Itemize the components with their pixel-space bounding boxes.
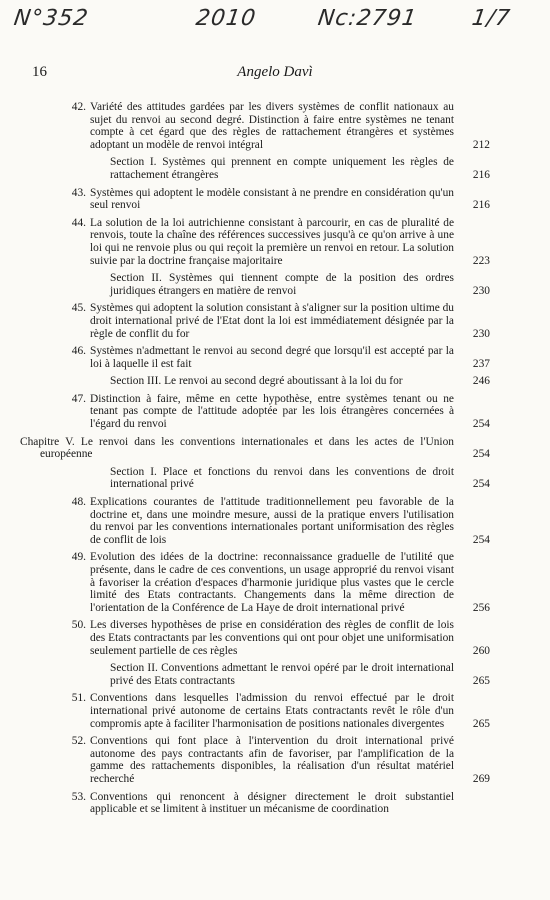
entry-number: 46.: [71, 345, 86, 358]
table-of-contents: [20, 101, 490, 821]
page-ref: 237: [472, 357, 490, 370]
page-ref: 246: [472, 375, 490, 388]
entry-text: La solution de la loi autrichienne consistant à parcourir, en cas de pluralité de renvois, toute la chaîne des références successives jusqu'à ce qu'on arrive à une loi qui ne renvoie plus ou qui reçoit la première un renvoi en retour. La solution suivie par la doctrine française majoritaire: [90, 216, 454, 267]
entry-number: 51.: [71, 692, 86, 705]
toc-entry: [50, 791, 490, 816]
toc-section: [50, 156, 490, 181]
page-ref: 265: [472, 717, 490, 730]
entry-text: Variété des attitudes gardées par les divers systèmes de conflit nationaux au sujet du renvoi au second degré. Distinction à faire entre systèmes ne tenant compte à cet égard que des règles de rattachement étrangères et systèmes adoptant un modèle de renvoi intégral: [90, 101, 454, 151]
entry-number: 48.: [71, 496, 86, 509]
entry-text: Conventions dans lesquelles l'admission du renvoi effectué par le droit international privé autonome de certains Etats contractants revêt le rôle d'un compromis apte à faciliter l'harmonisation de positions nationales divergentes: [90, 692, 454, 730]
entry-number: 47.: [71, 392, 86, 405]
handwritten-number: N°352: [12, 6, 91, 31]
page-ref: 254: [472, 533, 490, 546]
page-number: 16: [32, 64, 47, 80]
entry-text: Evolution des idées de la doctrine: reconnaissance graduelle de l'utilité que présente, dans le cadre de ces conventions, un usage approprié du renvoi visant à favoriser la création d'espaces d'harmonie juridique plus vastes que le cercle limité des Etats contractants. Changements dans la même direction de l'orientation de la Conférence de La Haye de droit international privé: [90, 551, 454, 614]
page-ref: 260: [472, 644, 490, 657]
section-title: Section II. Systèmes qui tiennent compte de la position des ordres juridiques étrangers en matière de renvoi: [110, 272, 454, 297]
page-ref: 254: [472, 418, 490, 431]
toc-entry: [50, 735, 490, 785]
entry-text: Systèmes qui adoptent le modèle consistant à ne prendre en considération qu'un seul renvoi: [90, 186, 454, 212]
toc-section: [50, 272, 490, 297]
toc-entry: [50, 302, 490, 340]
toc-section: [50, 375, 490, 388]
section-title: Section III. Le renvoi au second degré aboutissant à la loi du for: [110, 375, 403, 388]
section-title: Section I. Place et fonctions du renvoi dans les conventions de droit international privé: [110, 465, 454, 491]
entry-number: 50.: [71, 619, 86, 632]
toc-entry: [50, 217, 490, 267]
toc-entry: [50, 101, 490, 151]
toc-chapter: [20, 436, 490, 461]
entry-number: 45.: [71, 302, 86, 315]
entry-text: Explications courantes de l'attitude traditionnellement peu favorable de la doctrine et, dans une moindre mesure, aussi de la pratique envers l'utilisation du renvoi par les conventions internationales portant uniformisation des règles de conflit de lois: [90, 496, 454, 546]
toc-entry: [50, 619, 490, 657]
entry-number: 52.: [71, 735, 86, 748]
entry-number: 53.: [71, 790, 86, 803]
toc-entry: [50, 692, 490, 730]
toc-entry: [50, 551, 490, 614]
running-head: Angelo Davì: [237, 64, 313, 80]
entry-number: 49.: [71, 551, 86, 564]
page-header: [32, 64, 518, 84]
toc-entry: [50, 187, 490, 212]
toc-entry: [50, 393, 490, 431]
page-ref: 256: [472, 601, 490, 614]
toc-section: [50, 466, 490, 491]
page-ref: 254: [472, 448, 490, 461]
page-ref: 216: [472, 168, 490, 181]
page-ref: 230: [472, 327, 490, 340]
handwritten-year: 2010: [194, 6, 258, 31]
page-ref: 212: [472, 138, 490, 151]
entry-number: 43.: [71, 186, 86, 199]
chapter-title: Chapitre V. Le renvoi dans les conventions internationales et dans les actes de l'Union européenne: [20, 435, 454, 461]
toc-entry: [50, 496, 490, 546]
page-ref: 269: [472, 772, 490, 785]
page-ref: 216: [472, 199, 490, 212]
toc-section: [50, 662, 490, 687]
entry-text: Distinction à faire, même en cette hypothèse, entre systèmes tenant ou ne tenant pas compte de l'attitude adoptée par les lois étrangères concernées à l'égard du renvoi: [90, 392, 454, 431]
entry-number: 44.: [71, 216, 86, 229]
toc-entry: [50, 345, 490, 370]
entry-text: Les diverses hypothèses de prise en considération des règles de conflit de lois des Etats contractants par les conventions qui ont pour objet une uniformisation seulement partielle de ces règles: [90, 619, 454, 657]
entry-text: Systèmes qui adoptent la solution consistant à s'aligner sur la position ultime du droit international privé de l'Etat dont la loi est immédiatement désignée par la règle de conflit du for: [90, 302, 454, 340]
entry-text: Systèmes n'admettant le renvoi au second degré que lorsqu'il est accepté par la loi à laquelle il est fait: [90, 345, 454, 370]
entry-text: Conventions qui font place à l'intervention du droit international privé autonome des pays contractants afin de favoriser, par l'amplification de la gamme des rattachements disponibles, la réalisation d'un résultat matériel recherché: [90, 735, 454, 785]
page-ref: 230: [472, 284, 490, 297]
section-title: Section I. Systèmes qui prennent en compte uniquement les règles de rattachement étrangères: [110, 156, 454, 181]
page-ref: 254: [472, 478, 490, 491]
section-title: Section II. Conventions admettant le renvoi opéré par le droit international privé des Etats contractants: [110, 662, 454, 687]
entry-text: Conventions qui renoncent à désigner directement le droit substantiel applicable et se limitent à instituer un mécanisme de coordination: [90, 790, 454, 816]
handwritten-code: Nc:2791: [316, 6, 419, 31]
page-ref: 223: [472, 254, 490, 267]
handwritten-fraction: 1/7: [470, 6, 513, 31]
page-ref: 265: [472, 674, 490, 687]
entry-number: 42.: [71, 101, 86, 113]
